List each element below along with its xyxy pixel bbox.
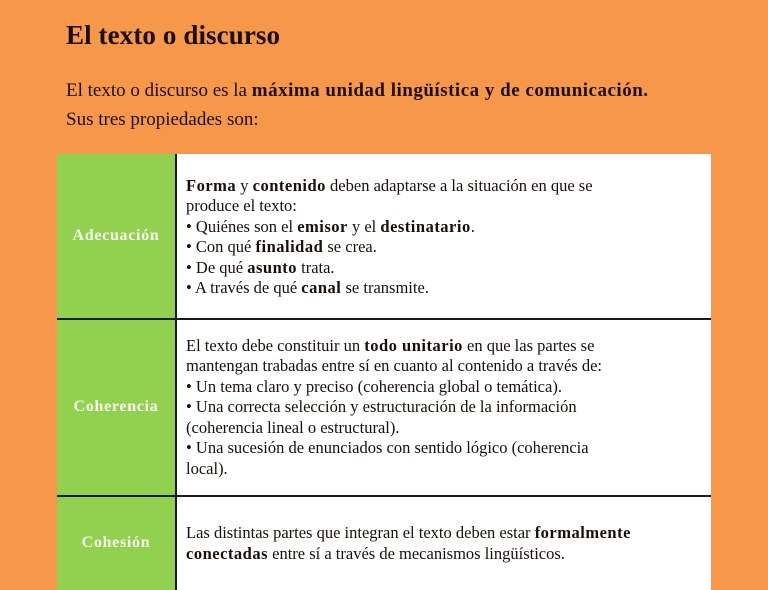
bold-term: emisor bbox=[297, 216, 348, 236]
text-run: y bbox=[236, 175, 253, 195]
text-run: y el bbox=[347, 216, 381, 236]
text-run: El texto debe constituir un bbox=[186, 335, 365, 355]
intro-text bbox=[66, 76, 649, 134]
desc-line bbox=[186, 459, 705, 480]
bold-term: formalmente bbox=[534, 523, 631, 542]
text-run: Las distintas partes que integran el texto deben estar bbox=[186, 523, 535, 542]
bold-term: todo unitario bbox=[364, 335, 463, 355]
desc-line bbox=[186, 377, 705, 398]
row-desc-adecuacion bbox=[176, 154, 711, 319]
desc-line bbox=[186, 356, 705, 377]
properties-table bbox=[57, 154, 711, 590]
text-run: produce el texto: bbox=[186, 196, 297, 215]
row-desc-coherencia bbox=[176, 319, 711, 496]
bold-term: canal bbox=[301, 278, 342, 297]
text-run: • Quiénes son el bbox=[186, 216, 298, 236]
row-label-coherencia: Coherencia bbox=[57, 319, 176, 496]
desc-line bbox=[186, 544, 705, 565]
intro-bold: máxima unidad lingüística y de comunicación. bbox=[251, 80, 649, 101]
text-run: se transmite. bbox=[341, 278, 429, 297]
text-run: deben adaptarse a la situación en que se bbox=[325, 175, 593, 195]
desc-line bbox=[186, 217, 705, 238]
desc-line bbox=[186, 237, 705, 258]
text-run: en que las partes se bbox=[462, 335, 595, 355]
desc-line bbox=[186, 176, 705, 197]
desc-line bbox=[186, 523, 705, 544]
desc-line bbox=[186, 418, 705, 439]
text-run: local). bbox=[186, 458, 228, 478]
text-run: (coherencia lineal o estructural). bbox=[186, 417, 400, 437]
intro-plain: El texto o discurso es la bbox=[66, 80, 252, 101]
bold-term: Forma bbox=[186, 175, 237, 195]
text-run: • De qué bbox=[186, 257, 248, 277]
bold-term: contenido bbox=[252, 175, 326, 195]
table-row-adecuacion bbox=[57, 154, 711, 319]
slide-title: El texto o discurso bbox=[66, 20, 281, 50]
bold-term: asunto bbox=[247, 257, 297, 277]
bold-term: finalidad bbox=[255, 237, 324, 256]
text-run: • Un tema claro y preciso (coherencia global o temática). bbox=[186, 376, 562, 396]
text-run: se crea. bbox=[323, 237, 377, 256]
text-run: • Con qué bbox=[186, 237, 256, 256]
text-run: trata. bbox=[297, 257, 335, 277]
text-run: entre sí a través de mecanismos lingüísticos. bbox=[268, 543, 565, 563]
desc-line bbox=[186, 278, 705, 299]
text-run: • A través de qué bbox=[186, 278, 302, 297]
bold-term: conectadas bbox=[186, 543, 268, 563]
desc-line bbox=[186, 258, 705, 279]
intro-line-1 bbox=[66, 76, 649, 105]
row-label-adecuacion: Adecuación bbox=[57, 154, 176, 319]
bold-term: destinatario bbox=[380, 216, 471, 236]
text-run: mantengan trabadas entre sí en cuanto al contenido a través de: bbox=[186, 356, 602, 376]
table-row-coherencia bbox=[57, 319, 711, 496]
text-run: • Una sucesión de enunciados con sentido lógico (coherencia bbox=[186, 438, 589, 458]
desc-line bbox=[186, 336, 705, 357]
row-label-cohesion: Cohesión bbox=[57, 496, 176, 590]
desc-line bbox=[186, 438, 705, 459]
text-run: • Una correcta selección y estructuración de la información bbox=[186, 397, 577, 417]
text-run: . bbox=[470, 216, 475, 236]
intro-line-2: Sus tres propiedades son: bbox=[66, 109, 259, 130]
desc-line bbox=[186, 196, 705, 217]
desc-line bbox=[186, 397, 705, 418]
